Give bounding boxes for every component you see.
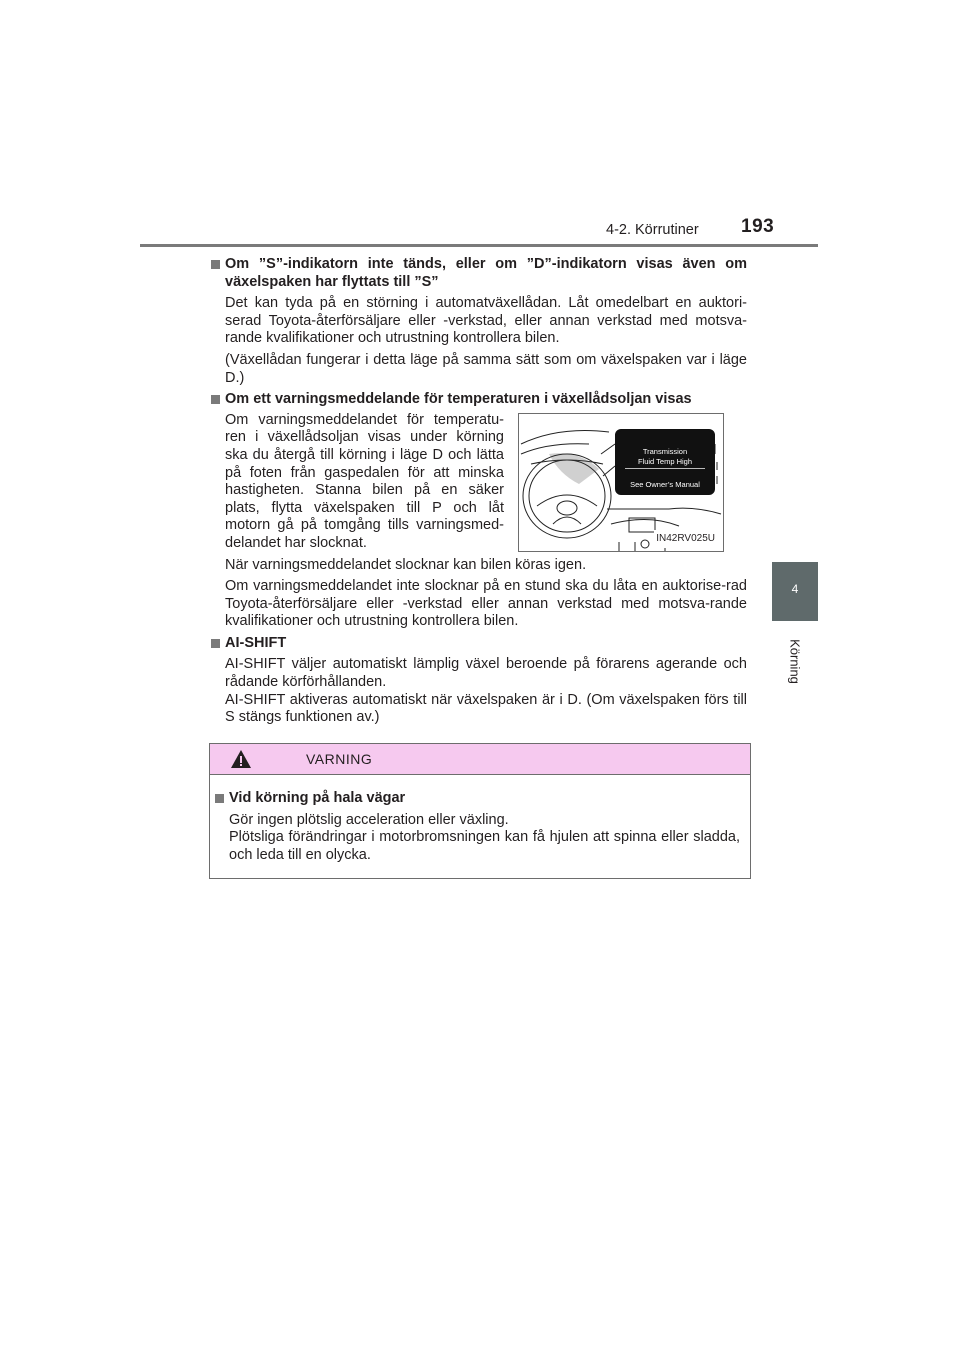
section-s-indicator [211,256,747,387]
figure-row [211,412,747,553]
square-bullet-icon [211,639,220,648]
header-divider [140,244,818,247]
section-temperature [211,391,747,631]
paragraph: AI-SHIFT aktiveras automatiskt när växelspaken är i D. (Om växelspaken förs till S stängs funktionen av.) [225,691,747,726]
warning-triangle-icon [230,749,252,769]
square-bullet-icon [215,794,224,803]
paragraph: När varningsmeddelandet slocknar kan bilen köras igen. [225,556,587,573]
section-title: 4-2. Körrutiner [606,222,699,238]
main-content [211,256,747,727]
paragraph: Om varningsmeddelandet inte slocknar på en stund ska du låta en auktorise-rad Toyota-återförsäljare eller -verkstad eller annan verkstad med motsva-rande kvalifikationer och utrustning kontrollera bilen. [225,578,747,630]
paragraph: Det kan tyda på en störning i automatväxellådan. Låt omedelbart en auktori-serad Toyota-återförsäljare eller -verkstad, eller annan verkstad med motsva-rande kvalifikationer och utrustning kontrollera bilen. [225,295,747,347]
chapter-number: 4 [791,582,799,596]
paragraph: Gör ingen plötslig acceleration eller växling. [229,811,509,828]
display-line: Fluid Temp High [637,456,693,466]
paragraph: Plötsliga förändringar i motorbromsningen kan få hjulen att spinna eller sladda, och leda till en olycka. [229,829,740,863]
section-heading [211,256,747,291]
warning-heading [215,790,740,808]
chapter-label: Körning [787,639,803,684]
paragraph: (Växellådan fungerar i detta läge på samma sätt som om växelspaken var i läge D.) [225,351,747,386]
figure-description: Om varningsmeddelandet för temperatu-ren i växellådsoljan visas under körning ska du återgå till körning i läge D och lätta på foten från gaspedalen för att minska hastigheten. Stanna bilen på en säker plats, flytta växelspaken till P och låt motorn gå på tomgång tills varningsmed-delandet har slocknat. [225,411,504,551]
square-bullet-icon [211,260,220,269]
heading-text: Vid körning på hala vägar [229,790,406,806]
page-number: 193 [741,216,775,237]
warning-content [215,790,740,864]
warning-box [209,743,751,879]
warning-header [210,744,750,775]
display-line: Transmission [642,446,688,456]
section-heading [211,391,747,409]
display-divider [625,468,705,469]
heading-text: AI-SHIFT [225,634,287,651]
chapter-tab[interactable] [772,562,818,621]
figure-code: IN42RV025U [654,530,717,548]
paragraph: AI-SHIFT väljer automatiskt lämplig växel beroende på förarens agerande och rådande körförhållanden. [225,656,747,691]
display-line: See Owner’s Manual [630,479,700,489]
square-bullet-icon [211,395,220,404]
warning-label: VARNING [306,751,373,767]
heading-text: Om ett varningsmeddelande för temperaturen i växellådsoljan visas [225,391,692,408]
section-ai-shift [211,635,747,727]
section-heading [211,635,747,653]
heading-text: Om ”S”-indikatorn inte tänds, eller om ”D”-indikatorn visas även om växelspaken har flyttats till ”S” [225,256,747,290]
warning-display-callout [615,429,715,495]
dashboard-illustration [518,413,724,552]
